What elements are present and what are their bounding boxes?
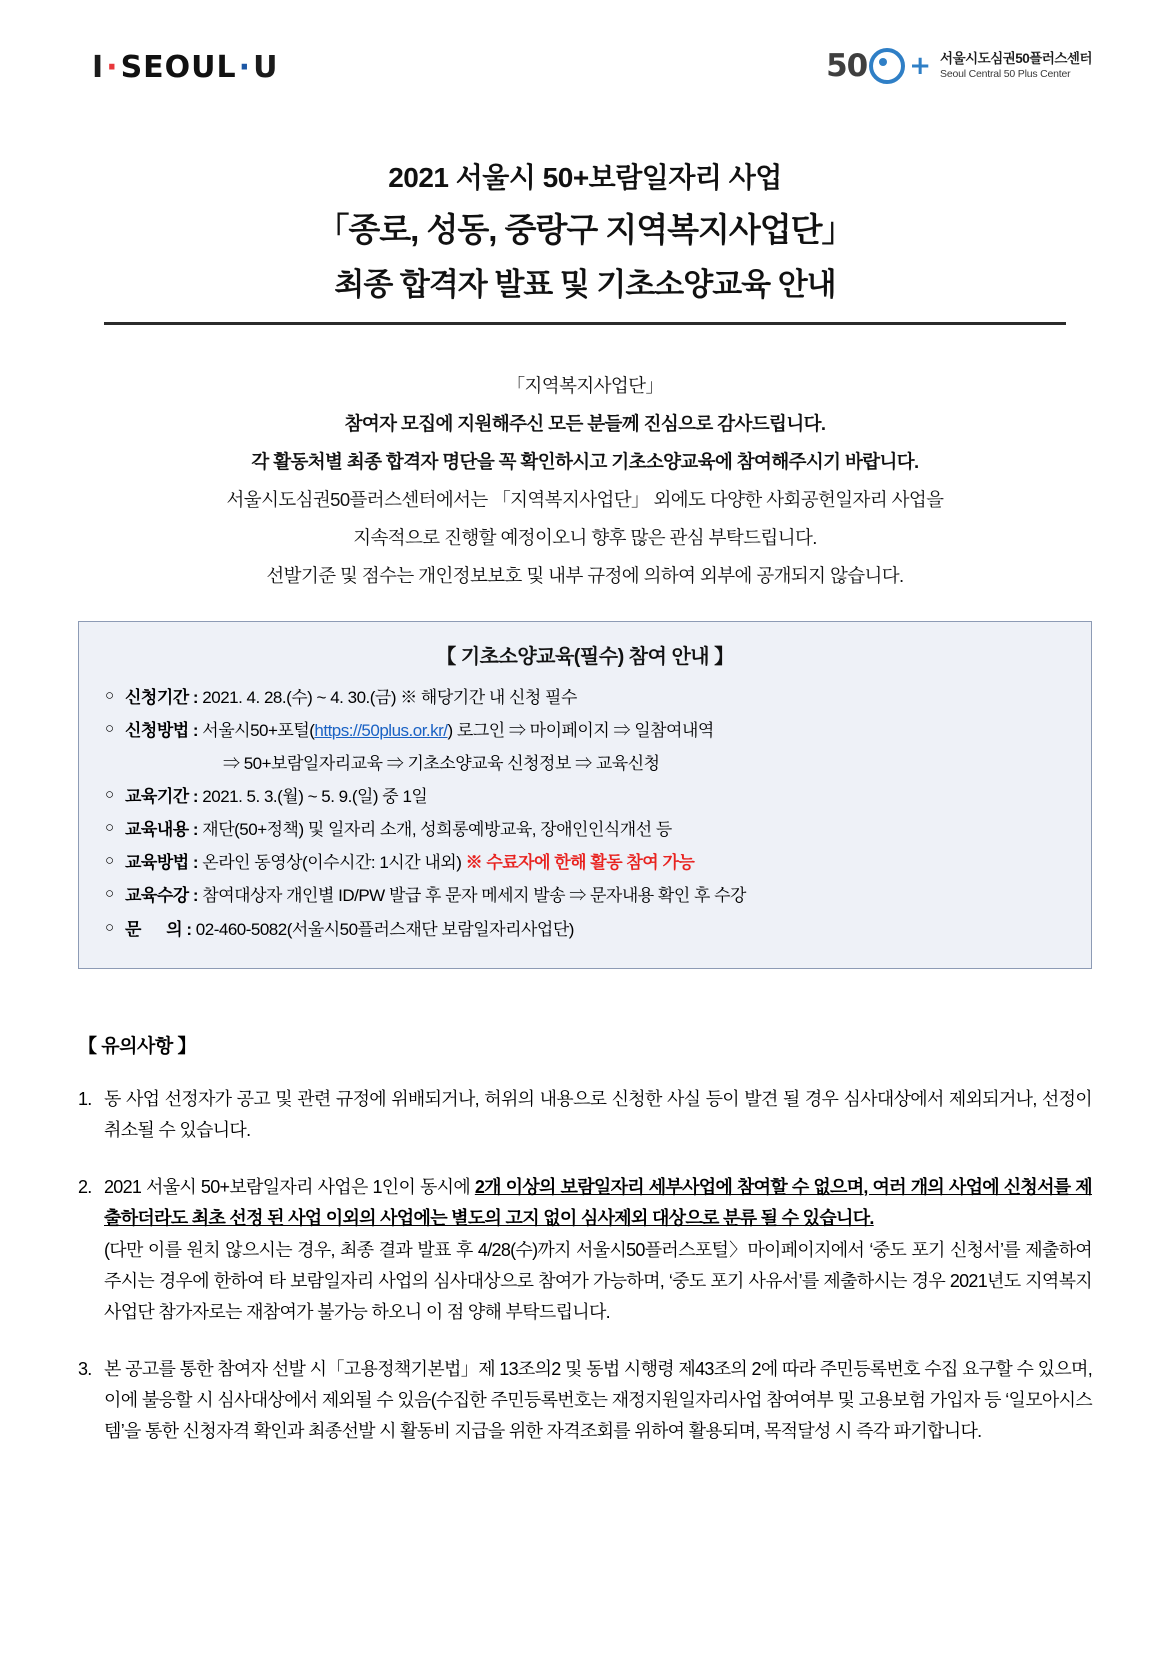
caution-text: 동 사업 선정자가 공고 및 관련 규정에 위배되거나, 허위의 내용으로 신청한 사실 등이 발견 될 경우 심사대상에서 제외되거나, 선정이 취소될 수 있습니다. bbox=[104, 1088, 1092, 1140]
cautions-heading: 【 유의사항 】 bbox=[78, 1035, 196, 1057]
mark-number: 50 bbox=[826, 48, 868, 84]
bullet-circle-icon: ○ bbox=[105, 819, 114, 837]
page-title bbox=[78, 156, 1092, 325]
notice-item-text bbox=[202, 846, 1065, 879]
document-header bbox=[78, 42, 1092, 104]
notice-item-text: 2021. 5. 3.(월) ~ 5. 9.(일) 중 1일 bbox=[202, 786, 428, 806]
notice-item-label: 교육방법 : bbox=[125, 853, 203, 873]
notice-item bbox=[105, 681, 1065, 714]
intro-line-6: 선발기준 및 점수는 개인정보보호 및 내부 규정에 의하여 외부에 공개되지 않습니다. bbox=[266, 564, 904, 586]
caution-item bbox=[78, 1084, 1092, 1146]
notice-item-label: 교육기간 : bbox=[125, 786, 203, 806]
notice-item-label: 신청기간 : bbox=[125, 687, 203, 707]
target-ring-icon bbox=[869, 48, 905, 84]
notice-item bbox=[105, 813, 1065, 846]
caution-item bbox=[78, 1172, 1092, 1329]
logo-text-i: I bbox=[92, 50, 105, 85]
notice-item bbox=[105, 879, 1065, 912]
caution-text-pre: 2021 서울시 50+보람일자리 사업은 1인이 동시에 bbox=[104, 1176, 475, 1197]
intro-line-5: 지속적으로 진행할 예정이오니 향후 많은 관심 부탁드립니다. bbox=[353, 526, 817, 548]
caution-number: 2. bbox=[78, 1176, 92, 1197]
title-line-2: 「종로, 성동, 중랑구 지역복지사업단」 bbox=[316, 211, 854, 248]
title-line-1: 2021 서울시 50+보람일자리 사업 bbox=[388, 162, 782, 193]
i-seoul-u-logo bbox=[92, 50, 278, 85]
bullet-circle-icon: ○ bbox=[105, 686, 114, 704]
caution-item bbox=[78, 1354, 1092, 1447]
notice-text-main: 온라인 동영상(이수시간: 1시간 내외) bbox=[202, 853, 466, 873]
logo-dot-red: · bbox=[106, 50, 119, 85]
bullet-circle-icon: ○ bbox=[105, 918, 114, 936]
notice-item-text: 재단(50+정책) 및 일자리 소개, 성희롱예방교육, 장애인인식개선 등 bbox=[202, 820, 672, 840]
notice-item-label: 문 의 : bbox=[125, 919, 196, 939]
notice-item-text: 02-460-5082(서울시50플러스재단 보람일자리사업단) bbox=[195, 919, 574, 939]
plus-sign: + bbox=[909, 51, 931, 81]
notice-item-label: 신청방법 : bbox=[125, 720, 203, 740]
title-divider bbox=[104, 322, 1066, 325]
notice-item bbox=[105, 913, 1065, 946]
caution-number: 3. bbox=[78, 1359, 92, 1380]
notice-item bbox=[105, 714, 1065, 747]
caution-text-sub: (다만 이를 원치 않으시는 경우, 최종 결과 발표 후 4/28(수)까지 서울시50플러스포털〉마이페이지에서 ‘중도 포기 신청서’를 제출하여 주시는 경우에 한하여 타 보람일자리 사업의 심사대상으로 참여가 가능하며, ‘중도 포기 사유서’를 제출하시는 경우 2021년도 지역복지사업단 참가자로는 재참여가 불가능 하오니 이 점 양해 부탁드립니다. bbox=[104, 1240, 1092, 1323]
logo-text-seoul: SEOUL bbox=[120, 50, 237, 85]
caution-text-underlined: 2개 이상의 보람일자리 세부사업에 참여할 수 없으며, 여러 개의 사업에 신청서를 제출하더라도 최초 선정 된 사업 이외의 사업에는 별도의 고지 없이 심사제외 대상으로 분류 될 수 있습니다. bbox=[104, 1176, 1092, 1228]
notice-item-text: 참여대상자 개인별 ID/PW 발급 후 문자 메세지 발송 ⇒ 문자내용 확인 후 수강 bbox=[202, 886, 746, 906]
bullet-circle-icon: ○ bbox=[105, 885, 114, 903]
center-name-en: Seoul Central 50 Plus Center bbox=[940, 67, 1071, 80]
notice-item-label: 교육수강 : bbox=[125, 886, 203, 906]
intro-line-4: 서울시도심권50플러스센터에서는 「지역복지사업단」 외에도 다양한 사회공헌일자리 사업을 bbox=[226, 488, 944, 510]
bullet-circle-icon: ○ bbox=[105, 785, 114, 803]
intro-line-2: 참여자 모집에 지원해주신 모든 분들께 진심으로 감사드립니다. bbox=[344, 412, 826, 434]
intro-line-3: 각 활동처별 최종 합격자 명단을 꼭 확인하시고 기초소양교육에 참여해주시기 바랍니다. bbox=[251, 450, 919, 472]
title-line-3: 최종 합격자 발표 및 기초소양교육 안내 bbox=[334, 267, 836, 302]
notice-text-post: ) 로그인 ⇒ 마이페이지 ⇒ 일참여내역 bbox=[447, 720, 714, 740]
bullet-circle-icon: ○ bbox=[105, 719, 114, 737]
center-logo bbox=[826, 48, 1092, 84]
bullet-circle-icon: ○ bbox=[105, 852, 114, 870]
notice-box-title: 【 기초소양교육(필수) 참여 안내 】 bbox=[436, 645, 734, 668]
intro-line-1: 「지역복지사업단」 bbox=[506, 375, 664, 396]
notice-highlight: ※ 수료자에 한해 활동 참여 가능 bbox=[465, 853, 695, 873]
notice-item bbox=[105, 846, 1065, 879]
notice-item-label: 교육내용 : bbox=[125, 820, 203, 840]
center-name-block bbox=[940, 51, 1092, 81]
caution-text bbox=[104, 1172, 1092, 1329]
notice-item bbox=[105, 780, 1065, 813]
notice-item-subline: ⇒ 50+보람일자리교육 ⇒ 기초소양교육 신청정보 ⇒ 교육신청 bbox=[223, 753, 660, 773]
logo-dot-blue: · bbox=[238, 50, 252, 85]
caution-number: 1. bbox=[78, 1088, 92, 1109]
education-notice-box bbox=[78, 621, 1092, 969]
notice-text-pre: 서울시50+포털( bbox=[202, 720, 315, 740]
portal-link[interactable]: https://50plus.or.kr/ bbox=[314, 720, 448, 740]
caution-text: 본 공고를 통한 참여자 선발 시「고용정책기본법」제 13조의2 및 동법 시행령 제43조의 2에 따라 주민등록번호 수집 요구할 수 있으며, 이에 불응할 시 심사대상에서 제외될 수 있음(수집한 주민등록번호는 재정지원일자리사업 참여여부 및 고용보험 가입자 등 ‘일모아시스템’을 통한 신청자격 확인과 최종선발 시 활동비 지급을 위한 자격조회를 위하여 활용되며, 목적달성 시 즉각 파기합니다. bbox=[104, 1359, 1092, 1442]
intro-paragraph bbox=[78, 367, 1092, 595]
notice-item-text: 2021. 4. 28.(수) ~ 4. 30.(금) ※ 해당기간 내 신청 필수 bbox=[202, 687, 577, 707]
logo-text-u: U bbox=[253, 50, 279, 85]
notice-item-list bbox=[105, 681, 1065, 946]
fifty-plus-mark-icon bbox=[826, 48, 930, 84]
center-name-kr: 서울시도심권50플러스센터 bbox=[940, 51, 1092, 66]
notice-item-text bbox=[202, 714, 1065, 747]
